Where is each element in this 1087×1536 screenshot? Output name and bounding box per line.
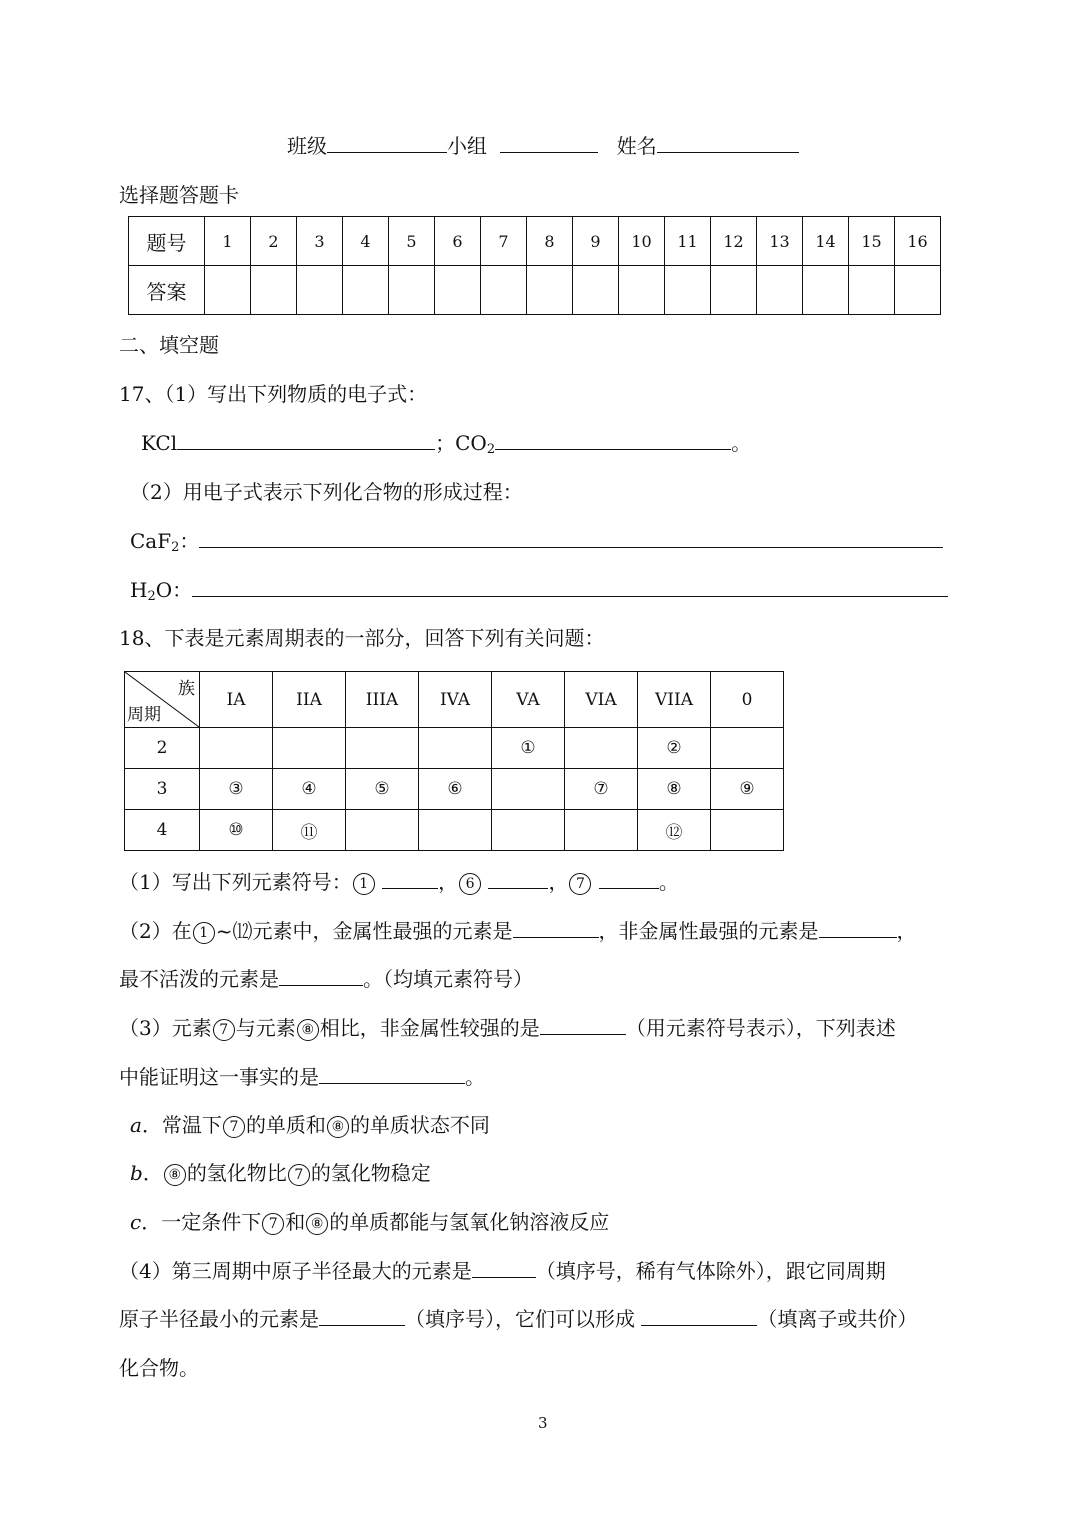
question-number: 7 — [481, 217, 527, 266]
answer-cell[interactable] — [389, 266, 435, 315]
answer-cell[interactable] — [895, 266, 941, 315]
option-c-text: 和 — [285, 1210, 306, 1234]
answer-cell[interactable] — [711, 266, 757, 315]
symbol-blank-7[interactable] — [599, 870, 659, 889]
group-corner-label: 族 — [178, 679, 195, 699]
co2-label: CO — [455, 431, 487, 455]
element-cell: ⑤ — [346, 769, 419, 810]
option-b-letter: b — [130, 1161, 143, 1185]
group-blank[interactable] — [500, 134, 598, 153]
q17-part2: （2）用电子式表示下列化合物的形成过程： — [130, 480, 523, 504]
circled-8: ⑧ — [306, 1213, 328, 1235]
strongest-metal-blank[interactable] — [513, 919, 599, 938]
circled-6: 6 — [459, 873, 481, 895]
option-a-text: 的单质和 — [245, 1113, 326, 1137]
strongest-nonmetal-blank[interactable] — [819, 919, 897, 938]
class-blank[interactable] — [327, 134, 447, 153]
table-row — [129, 217, 941, 266]
option-b — [130, 1157, 431, 1186]
question-number: 8 — [527, 217, 573, 266]
part3-text-b: 与元素 — [235, 1016, 296, 1040]
group-header: IVA — [419, 672, 492, 728]
part4-text-b: （填序号，稀有气体除外），跟它同周期 — [535, 1259, 886, 1283]
circled-7: 7 — [569, 873, 591, 895]
circled-8: ⑧ — [297, 1019, 319, 1041]
element-cell: ⑫ — [638, 810, 711, 851]
circled-1: 1 — [193, 922, 215, 944]
circled-7: 7 — [223, 1116, 245, 1138]
name-label: 姓名 — [616, 134, 657, 158]
answer-cell[interactable] — [343, 266, 389, 315]
element-cell — [200, 728, 273, 769]
answer-cell[interactable] — [757, 266, 803, 315]
row-label-number: 题号 — [129, 217, 205, 266]
question-number: 12 — [711, 217, 757, 266]
element-cell: ⑨ — [711, 769, 784, 810]
kcl-label: KCl — [141, 431, 178, 455]
q18-part4-line3: 化合物。 — [119, 1356, 199, 1380]
group-header: 0 — [711, 672, 784, 728]
question-number: 6 — [435, 217, 481, 266]
h2o-label: H — [130, 578, 148, 602]
kcl-blank[interactable] — [177, 431, 435, 450]
class-label: 班级 — [287, 134, 327, 158]
element-cell — [711, 728, 784, 769]
part4-text: （4）第三周期中原子半径最大的元素是 — [119, 1259, 472, 1283]
answer-cell[interactable] — [527, 266, 573, 315]
smallest-radius-blank[interactable] — [319, 1307, 405, 1326]
question-number: 4 — [343, 217, 389, 266]
part2-text: （2）在 — [119, 919, 192, 943]
co2-blank[interactable] — [495, 431, 731, 450]
option-c — [130, 1206, 609, 1235]
caf2-blank[interactable] — [199, 529, 943, 548]
group-label: 小组 — [447, 134, 487, 158]
option-c-text: 的单质都能与氢氧化钠溶液反应 — [329, 1210, 610, 1234]
answer-cell[interactable] — [481, 266, 527, 315]
co2-subscript: 2 — [486, 442, 496, 457]
element-cell — [565, 728, 638, 769]
question-number: 14 — [803, 217, 849, 266]
element-cell — [346, 810, 419, 851]
q17-intro: 17、（1）写出下列物质的电子式： — [119, 382, 428, 406]
q18-part3-line2 — [119, 1061, 485, 1090]
answer-cell[interactable] — [619, 266, 665, 315]
element-cell: ⑪ — [273, 810, 346, 851]
element-cell — [565, 810, 638, 851]
part4-line2-text-b: （填序号），它们可以形成 — [405, 1307, 635, 1331]
part3-text-c: 相比，非金属性较强的是 — [319, 1016, 540, 1040]
answer-cell[interactable] — [205, 266, 251, 315]
stronger-nonmetal-blank[interactable] — [540, 1016, 626, 1035]
answer-cell[interactable] — [435, 266, 481, 315]
option-b-text: 的氢化物稳定 — [310, 1161, 431, 1185]
question-number: 11 — [665, 217, 711, 266]
option-c-letter: c — [130, 1210, 142, 1234]
option-b-text: ． — [142, 1161, 163, 1185]
element-cell: ① — [492, 728, 565, 769]
table-row — [129, 266, 941, 315]
header-line — [287, 130, 799, 159]
q18-part1 — [119, 866, 679, 895]
part4-line2-text-c: （填离子或共价） — [757, 1307, 918, 1331]
question-number: 1 — [205, 217, 251, 266]
q18-part3 — [119, 1012, 896, 1041]
periodic-table — [124, 671, 784, 851]
period-mark: 。 — [731, 431, 752, 455]
element-cell — [273, 728, 346, 769]
part2-line2-end: 。（均填元素符号） — [363, 967, 533, 991]
caf2-label: CaF — [130, 529, 172, 553]
option-a — [130, 1109, 490, 1138]
part3-text: （3）元素 — [119, 1016, 212, 1040]
question-number: 5 — [389, 217, 435, 266]
symbol-blank-6[interactable] — [488, 870, 548, 889]
part3-line2-text: 中能证明这一事实的是 — [119, 1065, 319, 1089]
evidence-blank[interactable] — [319, 1065, 465, 1084]
q18-part2-line2 — [119, 963, 533, 992]
part2-range-text: ~⑿元素中，金属性最强的元素是 — [215, 919, 513, 943]
q18-part2 — [119, 915, 917, 944]
element-cell — [346, 728, 419, 769]
option-a-letter: a — [130, 1113, 142, 1137]
group-header: VIA — [565, 672, 638, 728]
part2-line2-text: 最不活泼的元素是 — [119, 967, 279, 991]
element-cell — [492, 810, 565, 851]
table-row — [125, 728, 784, 769]
q17-line-kcl — [141, 427, 751, 457]
row-label-answer: 答案 — [129, 266, 205, 315]
period-label: 3 — [125, 769, 200, 810]
option-a-text: ．常温下 — [141, 1113, 222, 1137]
option-b-text: 的氢化物比 — [186, 1161, 287, 1185]
compound-type-blank[interactable] — [641, 1307, 757, 1326]
q18-part4 — [119, 1255, 886, 1284]
answer-card-title: 选择题答题卡 — [119, 183, 239, 207]
q18-part4-line2 — [119, 1303, 917, 1332]
q18-intro: 18、下表是元素周期表的一部分，回答下列有关问题： — [119, 626, 605, 650]
element-cell: ⑧ — [638, 769, 711, 810]
corner-cell — [125, 672, 200, 728]
element-cell: ③ — [200, 769, 273, 810]
least-active-blank[interactable] — [279, 967, 363, 986]
circled-7: 7 — [288, 1164, 310, 1186]
question-number: 2 — [251, 217, 297, 266]
element-cell: ④ — [273, 769, 346, 810]
question-number: 10 — [619, 217, 665, 266]
question-number: 16 — [895, 217, 941, 266]
period-mark: 。 — [465, 1065, 485, 1089]
h2o-blank[interactable] — [192, 578, 948, 597]
table-row — [125, 672, 784, 728]
element-cell — [419, 810, 492, 851]
period-label: 4 — [125, 810, 200, 851]
page-number: 3 — [538, 1414, 548, 1432]
circled-8: ⑧ — [164, 1164, 186, 1186]
largest-radius-blank[interactable] — [472, 1259, 536, 1278]
element-cell — [711, 810, 784, 851]
element-cell: ⑩ — [200, 810, 273, 851]
colon: ： — [179, 529, 200, 553]
section-heading: 二、填空题 — [119, 333, 219, 357]
caf2-subscript: 2 — [171, 540, 180, 555]
group-header: VIIA — [638, 672, 711, 728]
part4-line2-text: 原子半径最小的元素是 — [119, 1307, 319, 1331]
comma: ， — [896, 919, 917, 943]
table-row — [125, 769, 784, 810]
element-cell: ② — [638, 728, 711, 769]
option-a-text: 的单质状态不同 — [349, 1113, 490, 1137]
question-number: 15 — [849, 217, 895, 266]
q17-line-caf2 — [130, 525, 943, 555]
h2o-subscript: 2 — [147, 589, 156, 604]
name-blank[interactable] — [657, 134, 799, 153]
comma: ， — [438, 870, 459, 894]
table-row — [125, 810, 784, 851]
part3-text-d: （用元素符号表示），下列表述 — [625, 1016, 896, 1040]
h2o-label-o: O： — [155, 578, 193, 602]
answer-cell[interactable] — [803, 266, 849, 315]
circled-7: 7 — [213, 1019, 235, 1041]
period-label: 2 — [125, 728, 200, 769]
circled-1: 1 — [353, 873, 375, 895]
question-number: 13 — [757, 217, 803, 266]
answer-cell[interactable] — [297, 266, 343, 315]
q17-line-h2o — [130, 574, 948, 604]
period-mark: 。 — [658, 870, 679, 894]
group-header: VA — [492, 672, 565, 728]
question-number: 3 — [297, 217, 343, 266]
part1-text: （1）写出下列元素符号： — [119, 870, 352, 894]
element-cell: ⑥ — [419, 769, 492, 810]
circled-8: ⑧ — [327, 1116, 349, 1138]
answer-card-table — [128, 216, 941, 315]
answer-cell[interactable] — [665, 266, 711, 315]
question-number: 9 — [573, 217, 619, 266]
part2-text-b: ，非金属性最强的元素是 — [598, 919, 819, 943]
element-cell: ⑦ — [565, 769, 638, 810]
group-header: IIA — [273, 672, 346, 728]
group-header: IIIA — [346, 672, 419, 728]
period-corner-label: 周期 — [127, 705, 161, 725]
comma: ， — [548, 870, 569, 894]
answer-cell[interactable] — [573, 266, 619, 315]
element-cell — [419, 728, 492, 769]
option-c-text: ．一定条件下 — [141, 1210, 262, 1234]
symbol-blank-1[interactable] — [382, 870, 438, 889]
element-cell — [492, 769, 565, 810]
semicolon: ； — [435, 431, 456, 455]
answer-cell[interactable] — [849, 266, 895, 315]
answer-cell[interactable] — [251, 266, 297, 315]
group-header: IA — [200, 672, 273, 728]
circled-7: 7 — [262, 1213, 284, 1235]
